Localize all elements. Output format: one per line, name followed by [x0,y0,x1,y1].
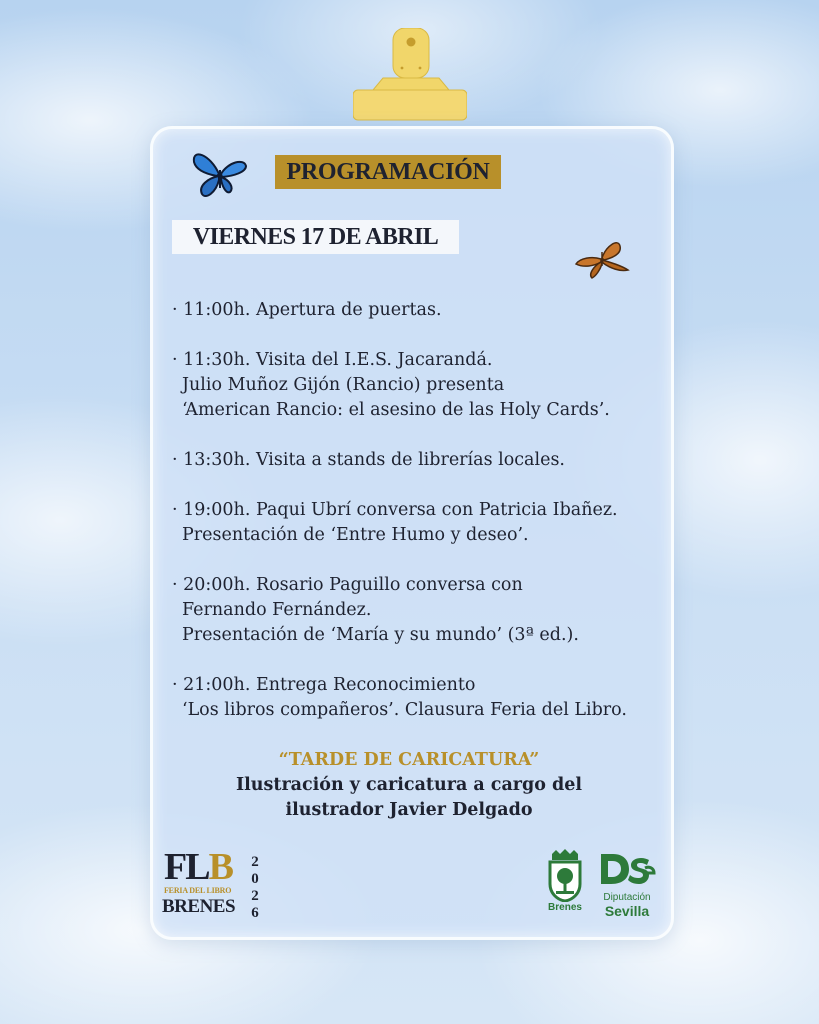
programacion-label: PROGRAMACIÓN [275,155,501,189]
agenda-line: Presentación de ‘Entre Humo y deseo’. [182,525,529,545]
agenda-line: · 11:00h. Apertura de puertas. [172,300,442,320]
agenda-item [172,673,662,723]
diputacion-sevilla-logo [597,848,657,918]
clipboard-clip-icon [353,28,467,122]
flb-town: BRENES [162,896,236,917]
caricatura-block [150,748,668,823]
agenda-line: Presentación de ‘María y su mundo’ (3ª ed.). [182,625,579,645]
agenda-line: ‘Los libros compañeros’. Clausura Feria del Libro. [182,700,627,720]
agenda-line: Fernando Fernández. [182,600,372,620]
orange-butterfly-icon [574,236,630,280]
agenda-item [172,448,662,473]
agenda-line: Julio Muñoz Gijón (Rancio) presenta [182,375,505,395]
caricatura-desc-line: ilustrador Javier Delgado [285,800,533,820]
flb-fl: FL [164,846,209,888]
agenda-item [172,573,662,648]
agenda-line: · 21:00h. Entrega Reconocimiento [172,675,476,695]
dse-logo-icon [597,848,657,890]
agenda-item [172,298,662,323]
agenda-line: ‘American Rancio: el asesino de las Holy Cards’. [182,400,610,420]
caricatura-desc-line: Ilustración y caricatura a cargo del [235,775,583,795]
date-label: VIERNES 17 DE ABRIL [172,220,459,254]
agenda-line: · 19:00h. Paqui Ubrí conversa con Patricia Ibañez. [172,500,618,520]
flb-year-digit: 2 [251,888,259,904]
flb-year-digit: 6 [251,905,259,921]
agenda-line: · 20:00h. Rosario Paguillo conversa con [172,575,523,595]
flb-letters [164,848,232,886]
flb-b: B [208,846,232,888]
diputacion-label: Diputación [603,892,651,903]
flb-brenes-logo [160,848,272,920]
agenda-list [172,298,662,748]
brenes-logo-name: Brenes [548,902,582,913]
caricatura-title: “TARDE DE CARICATURA” [278,750,540,770]
agenda-line: · 11:30h. Visita del I.E.S. Jacarandá. [172,350,493,370]
flb-year [248,854,262,922]
flb-year-digit: 2 [251,854,259,870]
flb-subtitle: FERIA DEL LIBRO [164,886,232,895]
agenda-item [172,348,662,423]
blue-butterfly-icon [188,148,250,200]
brenes-ayuntamiento-logo [544,848,586,918]
agenda-line: · 13:30h. Visita a stands de librerías locales. [172,450,565,470]
agenda-item [172,498,662,548]
sevilla-label: Sevilla [604,903,650,919]
brenes-coat-of-arms-icon [544,848,586,902]
flb-year-digit: 0 [251,871,259,887]
